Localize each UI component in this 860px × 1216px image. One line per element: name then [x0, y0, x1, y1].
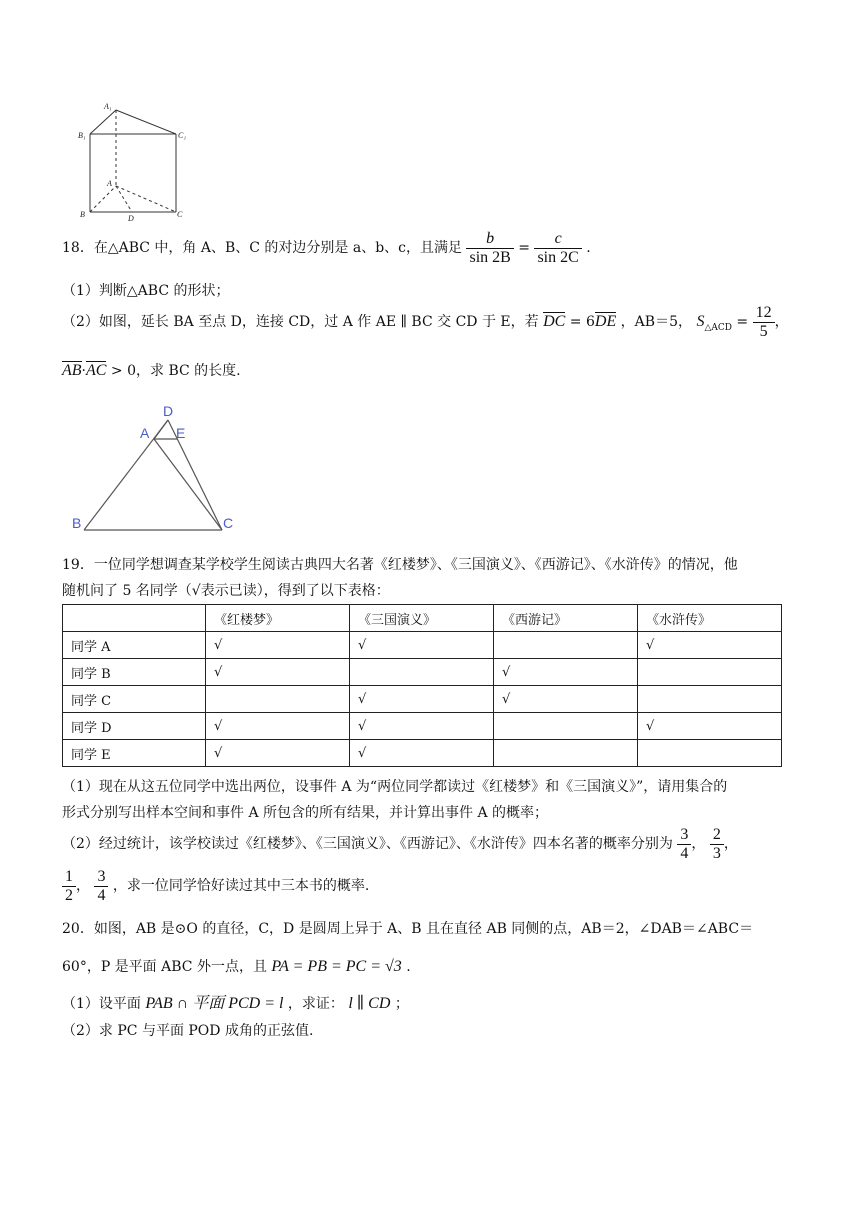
- table-row: [63, 713, 782, 740]
- q20-line2-text: 60°，P 是平面 ABC 外一点，且: [62, 959, 267, 975]
- q19-part2-line1: [62, 826, 738, 862]
- q20-line1: 20．如图，AB 是⊙O 的直径，C，D 是圆周上异于 A、B 且在直径 AB 同侧的点，AB＝2，∠DAB＝∠ABC＝: [62, 921, 754, 937]
- frac-numerator: 3: [94, 868, 108, 887]
- table-header-cell: 《红楼梦》: [206, 605, 350, 632]
- table-header-cell: 《三国演义》: [350, 605, 494, 632]
- dot-operator: ·: [81, 363, 86, 379]
- triangle-label-a: A: [140, 425, 150, 441]
- comma: ，: [774, 314, 789, 331]
- frac-denominator: 5: [759, 322, 768, 340]
- table-cell: √: [494, 686, 638, 713]
- q18-ab-value: ，AB＝5，: [620, 314, 692, 331]
- comma: ，: [723, 836, 738, 853]
- q20-equal-distances: PA = PB = PC = √3: [271, 958, 402, 975]
- frac-denominator: 3: [712, 844, 721, 862]
- q18-part1: （1）判断△ABC 的形状；: [62, 283, 230, 299]
- table-cell: √: [350, 632, 494, 659]
- frac-numerator: 2: [710, 826, 724, 845]
- table-cell: [206, 686, 350, 713]
- q20-part2: （2）求 PC 与平面 POD 成角的正弦值.: [62, 1023, 314, 1039]
- table-header-cell: [63, 605, 206, 632]
- prob-fraction-3: [62, 868, 76, 904]
- q18-part2-end: > 0，求 BC 的长度.: [110, 363, 241, 379]
- table-cell: √: [494, 659, 638, 686]
- table-cell: √: [350, 686, 494, 713]
- frac-denominator: 2: [65, 886, 73, 904]
- q20-line2: [62, 956, 411, 976]
- q19-part2-end: ，求一位同学恰好读过其中三本书的概率.: [112, 878, 370, 895]
- table-cell: [494, 740, 638, 767]
- triangle-label-e: E: [176, 425, 186, 441]
- q19-line1: 19．一位同学想调查某学校学生阅读古典四大名著《红楼梦》、《三国演义》、《西游记》、《水浒传》的情况，他: [62, 557, 738, 573]
- period: .: [586, 240, 591, 257]
- triangle-label-d: D: [163, 403, 174, 419]
- area-subscript: △ACD: [704, 322, 732, 333]
- table-cell: [638, 686, 782, 713]
- table-cell: √: [206, 659, 350, 686]
- semicolon: ；: [394, 996, 409, 1012]
- comma: ，: [691, 836, 706, 853]
- table-row: [63, 659, 782, 686]
- q20-part1-prove: ，求证：: [287, 996, 344, 1012]
- table-cell: 同学 E: [63, 740, 206, 767]
- prism-label-b: B: [80, 210, 85, 219]
- table-cell: √: [638, 632, 782, 659]
- prism-label-a: A: [107, 179, 112, 188]
- vector-de: DE: [594, 313, 617, 331]
- vector-ab: AB: [62, 362, 82, 379]
- table-cell: √: [206, 632, 350, 659]
- table-cell: 同学 D: [63, 713, 206, 740]
- q18-stem: 18．在△ABC 中，角 A、B、C 的对边分别是 a、b、c，且满足: [62, 240, 463, 257]
- q19-part1-line1: （1）现在从这五位同学中选出两位，设事件 A 为“两位同学都读过《红楼梦》和《三国演义》”，请用集合的: [62, 779, 728, 795]
- area-symbol: S: [696, 313, 705, 331]
- reading-survey-table: [62, 604, 782, 767]
- q18-part2-line2: [62, 360, 241, 380]
- table-cell: [494, 713, 638, 740]
- comma: ，: [76, 878, 90, 895]
- table-cell: √: [350, 740, 494, 767]
- equals-six: = 6: [569, 314, 595, 331]
- table-cell: √: [206, 713, 350, 740]
- frac-numerator: c: [534, 230, 581, 249]
- table-row: [63, 686, 782, 713]
- table-header-cell: 《西游记》: [494, 605, 638, 632]
- frac-denominator: 4: [680, 844, 689, 862]
- prob-fraction-1: [677, 826, 691, 862]
- vector-ac: AC: [86, 362, 107, 379]
- table-row: [63, 740, 782, 767]
- q19-part2-text: （2）经过统计，该学校读过《红楼梦》、《三国演义》、《西游记》、《水浒传》四本名著的概率分别为: [62, 836, 673, 853]
- frac-denominator: sin 2B: [469, 248, 511, 266]
- q18-part2-text: （2）如图，延长 BA 至点 D，连接 CD，过 A 作 AE ∥ BC 交 CD 于 E，若: [62, 314, 539, 331]
- prism-label-c: C: [177, 210, 183, 219]
- period: .: [406, 959, 411, 975]
- prism-label-d: D: [128, 214, 134, 222]
- table-cell: [638, 659, 782, 686]
- table-cell: [494, 632, 638, 659]
- table-cell: [638, 740, 782, 767]
- frac-numerator: b: [466, 230, 513, 249]
- triangle-label-c: C: [223, 515, 234, 531]
- prob-fraction-2: [710, 826, 724, 862]
- q18-stem-line: [62, 230, 591, 266]
- equals-sign: =: [518, 240, 530, 257]
- table-cell: 同学 A: [63, 632, 206, 659]
- vector-dc: DC: [543, 313, 566, 331]
- q18-frac-c: [534, 230, 581, 266]
- table-cell: [350, 659, 494, 686]
- q19-line2: 随机问了 5 名同学（√表示已读），得到了以下表格：: [62, 583, 390, 599]
- table-cell: √: [350, 713, 494, 740]
- prism-label-c1: C₁: [178, 131, 187, 140]
- parallel-statement: l ∥ CD: [348, 995, 391, 1012]
- prob-fraction-4: [94, 868, 108, 904]
- equals-sign: =: [736, 314, 749, 331]
- q20-part1: [62, 990, 409, 1013]
- table-header-cell: 《水浒传》: [638, 605, 782, 632]
- frac-denominator: sin 2C: [537, 248, 579, 266]
- area-fraction: [753, 304, 775, 340]
- q20-part1-text: （1）设平面: [62, 996, 141, 1012]
- plane-intersection: PAB ∩ 平面 PCD = l: [145, 995, 284, 1012]
- prism-label-a1: A₁: [104, 102, 112, 111]
- prism-label-b1: B₁: [78, 131, 86, 140]
- table-cell: 同学 C: [63, 686, 206, 713]
- triangle-label-b: B: [72, 515, 82, 531]
- q18-frac-b: [466, 230, 513, 266]
- table-cell: √: [638, 713, 782, 740]
- q19-part1-line2: 形式分别写出样本空间和事件 A 所包含的所有结果，并计算出事件 A 的概率；: [62, 805, 549, 821]
- frac-numerator: 12: [753, 304, 775, 323]
- frac-numerator: 1: [62, 868, 76, 887]
- triangle-figure: [68, 398, 248, 538]
- prism-figure: [76, 100, 196, 222]
- frac-denominator: 4: [97, 886, 106, 904]
- table-header-row: [63, 605, 782, 632]
- table-cell: 同学 B: [63, 659, 206, 686]
- table-cell: √: [206, 740, 350, 767]
- q18-part2-line: [62, 304, 789, 340]
- table-row: [63, 632, 782, 659]
- q19-part2-line2: [62, 868, 369, 904]
- frac-numerator: 3: [677, 826, 691, 845]
